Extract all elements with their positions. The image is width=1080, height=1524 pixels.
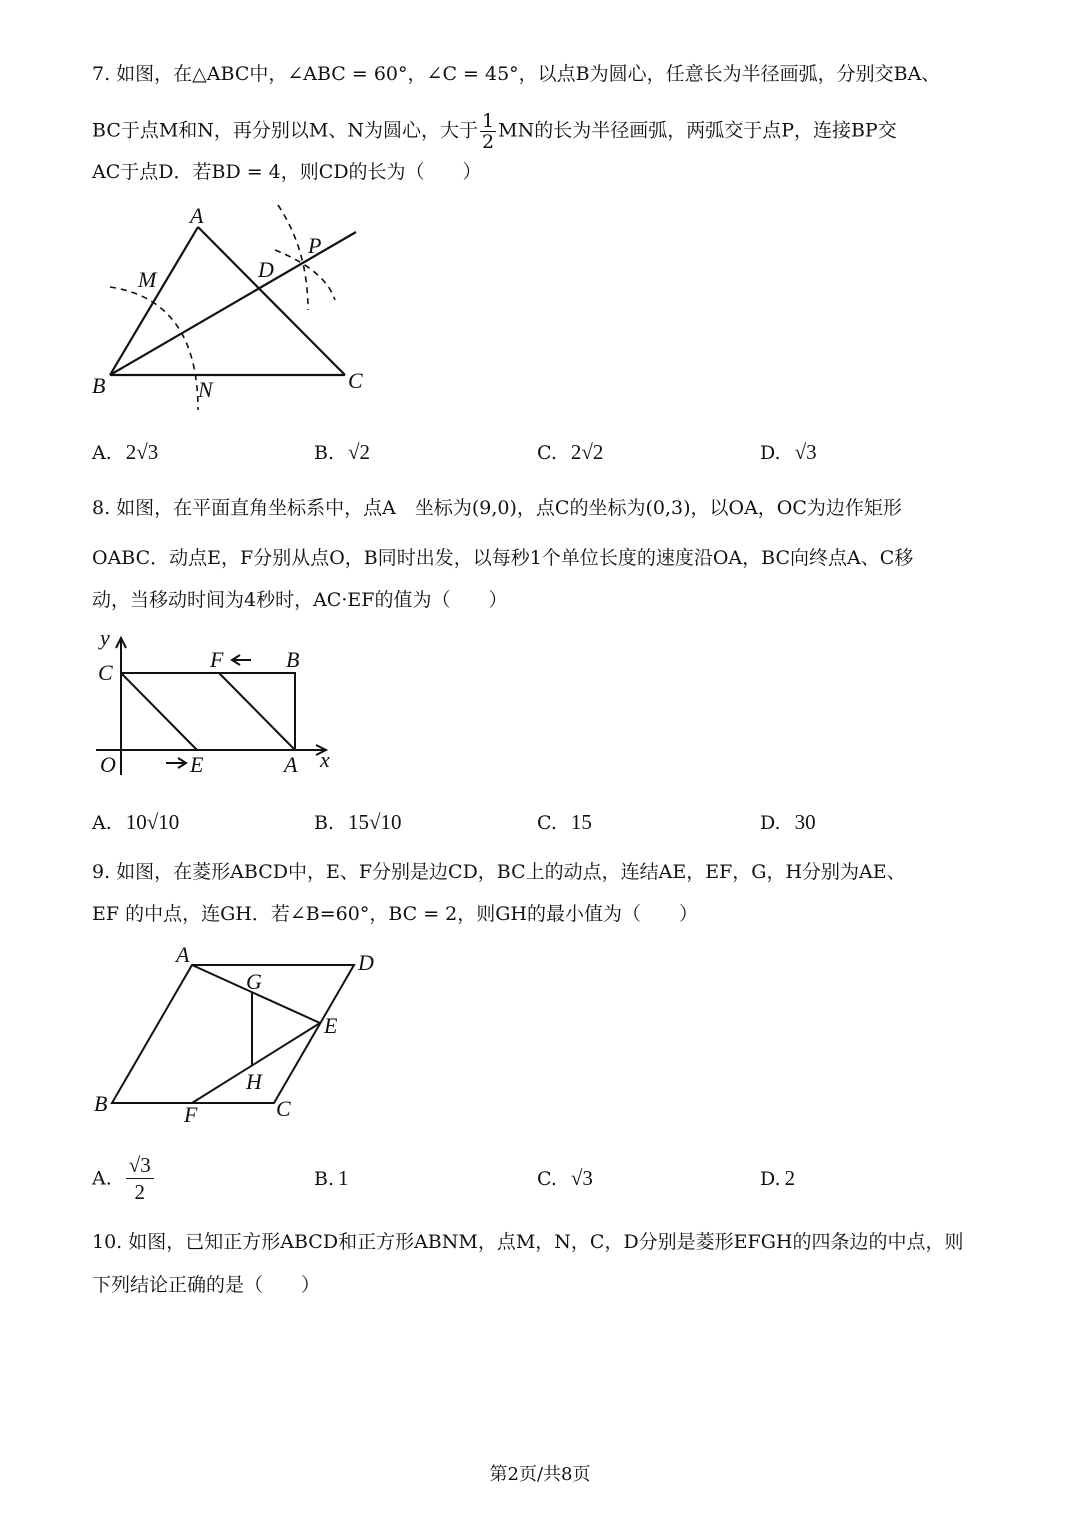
q7-fraction	[480, 111, 496, 152]
q8-option-d-letter: D.	[760, 812, 781, 834]
q8-line1: 8. 如图，在平面直角坐标系中，点A 坐标为(9,0)，点C的坐标为(0,3)，以OA，OC为边作矩形	[92, 497, 902, 519]
q8-option-b[interactable]	[314, 810, 402, 835]
q10-line1: 10. 如图，已知正方形ABCD和正方形ABNM，点M，N，C，D分别是菱形EFGH的四条边的中点，则	[92, 1231, 964, 1253]
q8-option-c-letter: C.	[537, 812, 557, 834]
q8-line2: OABC．动点E，F分别从点O，B同时出发，以每秒1个单位长度的速度沿OA，BC向终点A、C移	[92, 547, 914, 569]
q7-line1: 7. 如图，在△ABC中，∠ABC = 60°，∠C = 45°，以点B为圆心，任意长为半径画弧，分别交BA、	[92, 63, 941, 85]
q7-figure	[80, 195, 390, 420]
q9-option-c-letter: C.	[537, 1168, 557, 1190]
q9-option-d[interactable]	[760, 1166, 795, 1191]
q9-option-a-den: 2	[134, 1180, 146, 1204]
q9-option-a[interactable]	[92, 1152, 154, 1205]
q7-label-d: D	[258, 257, 274, 282]
q7-option-c-value: 2√2	[570, 440, 604, 464]
q10-line2: 下列结论正确的是（ ）	[92, 1274, 321, 1296]
q8-option-c[interactable]	[537, 810, 592, 835]
q9-option-b-letter: B.	[314, 1168, 335, 1190]
q9-option-c[interactable]	[537, 1166, 593, 1191]
q7-option-c-letter: C.	[537, 442, 557, 464]
q9-option-b[interactable]	[314, 1166, 349, 1191]
q7-label-b: B	[92, 373, 106, 398]
q8-option-b-letter: B.	[314, 812, 335, 834]
q8-label-x: x	[320, 747, 330, 772]
q9-option-d-letter: D.	[760, 1168, 781, 1190]
q8-figure	[86, 625, 346, 780]
page-footer: 第2页/共8页	[489, 1464, 591, 1485]
q9-label-c: C	[276, 1096, 291, 1121]
q8-option-b-value: 15√10	[348, 810, 402, 834]
q9-option-a-num: √3	[126, 1152, 154, 1179]
q9-rhombus-abcd	[112, 965, 354, 1103]
q8-label-b: B	[286, 647, 300, 672]
q7-line2-a: BC于点M和N，再分别以M、N为圆心，大于	[92, 119, 479, 142]
q7-option-d-letter: D.	[760, 442, 781, 464]
q7-label-n: N	[198, 377, 213, 402]
q9-label-b: B	[94, 1091, 108, 1116]
q7-label-a: A	[190, 203, 204, 228]
q7-option-a[interactable]	[92, 440, 158, 465]
q7-line2-b: MN的长为半径画弧，两弧交于点P，连接BP交	[498, 119, 897, 142]
q9-option-c-value: √3	[570, 1166, 593, 1190]
q7-line2	[92, 111, 897, 152]
q7-option-b-letter: B.	[314, 442, 335, 464]
q9-label-f: F	[184, 1102, 198, 1127]
q9-option-b-value: 1	[338, 1166, 349, 1190]
q8-label-a: A	[284, 752, 298, 777]
q7-frac-den: 2	[482, 131, 495, 153]
q7-arc-p1	[278, 205, 308, 310]
q8-option-a-value: 10√10	[125, 810, 180, 834]
q7-frac-num: 1	[482, 110, 495, 132]
q8-option-c-value: 15	[570, 810, 592, 834]
q7-label-c: C	[348, 368, 363, 393]
q8-rectangle-oabc	[121, 673, 295, 750]
q9-label-g: G	[246, 969, 262, 994]
q9-option-a-letter: A.	[92, 1167, 112, 1190]
q7-side-ab	[110, 227, 198, 375]
q9-option-d-value: 2	[784, 1166, 796, 1190]
q8-label-o: O	[100, 752, 116, 777]
q7-label-m: M	[138, 267, 157, 292]
q9-line1: 9. 如图，在菱形ABCD中，E、F分别是边CD，BC上的动点，连结AE，EF，G，H分别为AE、	[92, 861, 906, 883]
q7-option-a-letter: A.	[92, 442, 112, 464]
q7-option-c[interactable]	[537, 440, 603, 465]
q7-label-p: P	[308, 233, 322, 258]
q7-option-d[interactable]	[760, 440, 817, 465]
q8-label-y: y	[100, 625, 110, 650]
q8-segment-ef	[219, 673, 295, 750]
q9-label-a: A	[176, 942, 190, 967]
q8-option-a[interactable]	[92, 810, 179, 835]
q7-option-b[interactable]	[314, 440, 370, 465]
q7-option-b-value: √2	[348, 440, 371, 464]
q8-option-a-letter: A.	[92, 812, 112, 834]
q9-label-e: E	[324, 1013, 338, 1038]
q9-label-d: D	[358, 950, 374, 975]
q8-option-d-value: 30	[794, 810, 816, 834]
q9-label-h: H	[246, 1069, 262, 1094]
q8-line3: 动，当移动时间为4秒时，AC·EF的值为（ ）	[92, 589, 508, 611]
q8-label-e: E	[190, 752, 204, 777]
q7-line3: AC于点D．若BD = 4，则CD的长为（ ）	[92, 161, 482, 183]
q7-option-d-value: √3	[794, 440, 817, 464]
q8-label-c: C	[98, 660, 113, 685]
q7-side-ac	[198, 227, 345, 375]
q8-diagonal-ac	[121, 673, 197, 750]
q8-option-d[interactable]	[760, 810, 816, 835]
q9-line2: EF 的中点，连GH．若∠B=60°，BC = 2，则GH的最小值为（ ）	[92, 903, 699, 925]
q9-figure	[88, 940, 388, 1130]
q8-label-f: F	[210, 647, 224, 672]
q7-option-a-value: 2√3	[125, 440, 159, 464]
q9-option-a-fraction	[126, 1152, 154, 1205]
